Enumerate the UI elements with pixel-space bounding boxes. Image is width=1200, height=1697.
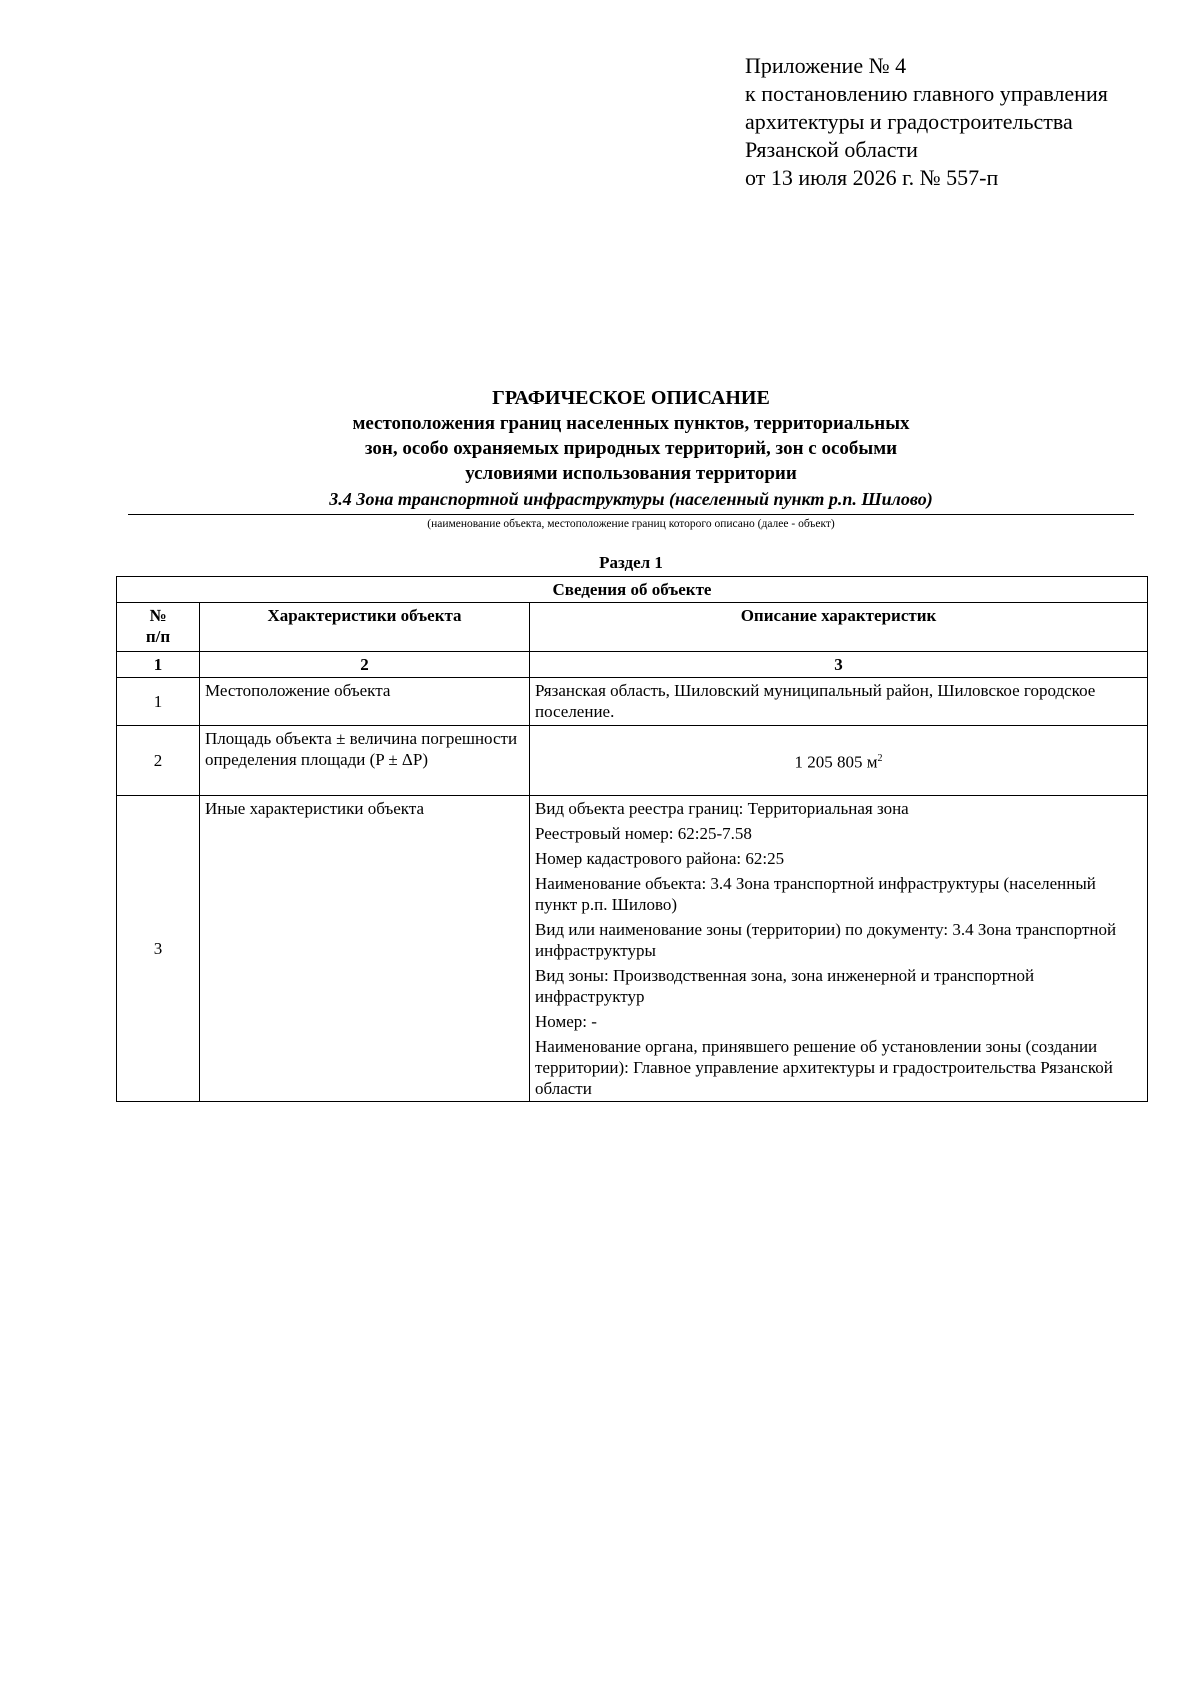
description-item: Вид зоны: Производственная зона, зона инженерной и транспортной инфраструктур [535,966,1035,1006]
header-num [117,603,200,652]
description-item: Вид объекта реестра границ: Территориальная зона [535,799,909,818]
document-subtitle-line: зон, особо охраняемых природных территорий, зон с особыми [364,438,898,459]
document-title-block [128,385,1134,532]
row-num: 2 [117,726,200,796]
appendix-header [745,52,1108,192]
header-num-line2: п/п [145,627,171,646]
object-name-caption: (наименование объекта, местоположение границ которого описано (далее - объект) [427,518,835,530]
object-info-table [116,576,1148,1102]
appendix-line: архитектуры и градостроительства [745,109,1073,134]
row-description [530,726,1148,796]
description-item: Наименование органа, принявшего решение об установлении зоны (создании территории): Главное управление архитектуры и градостроительства Рязанской области [535,1037,1113,1098]
area-value: 1 205 805 м [794,752,878,772]
description-item: Номер: - [535,1012,597,1031]
row-description: Рязанская область, Шиловский муниципальный район, Шиловское городское поселение. [530,678,1148,726]
description-item: Наименование объекта: 3.4 Зона транспортной инфраструктуры (населенный пункт р.п. Шилово) [535,874,1096,914]
row-characteristic: Иные характеристики объекта [200,796,530,1102]
document-subtitle-line: местоположения границ населенных пунктов, территориальных [352,413,910,434]
document-title: ГРАФИЧЕСКОЕ ОПИСАНИЕ [492,387,770,409]
column-number: 3 [530,652,1148,678]
object-name-underline [128,514,1134,515]
description-item: Номер кадастрового района: 62:25 [535,849,785,868]
area-unit-superscript: 2 [877,753,883,765]
appendix-line: к постановлению главного управления [745,81,1108,106]
table-row [117,796,1148,1102]
table-title: Сведения об объекте [117,577,1148,603]
header-num-line1: № [149,606,167,625]
row-num: 1 [117,678,200,726]
row-characteristic: Местоположение объекта [200,678,530,726]
row-description [530,796,1148,1102]
row-num: 3 [117,796,200,1102]
object-name: 3.4 Зона транспортной инфраструктуры (населенный пункт р.п. Шилово) [329,489,933,509]
column-number: 1 [117,652,200,678]
header-description: Описание характеристик [530,603,1148,652]
appendix-line: от 13 июля 2026 г. № 557-п [745,165,999,190]
row-characteristic: Площадь объекта ± величина погрешности определения площади (P ± ΔP) [200,726,530,796]
appendix-line: Приложение № 4 [745,53,907,78]
appendix-line: Рязанской области [745,137,918,162]
description-item: Реестровый номер: 62:25-7.58 [535,824,752,843]
column-number: 2 [200,652,530,678]
header-characteristics: Характеристики объекта [200,603,530,652]
table-row [117,726,1148,796]
document-subtitle-line: условиями использования территории [465,463,797,484]
description-item: Вид или наименование зоны (территории) по документу: 3.4 Зона транспортной инфраструктуры [535,920,1117,960]
section-title: Раздел 1 [599,553,663,572]
table-row [117,678,1148,726]
